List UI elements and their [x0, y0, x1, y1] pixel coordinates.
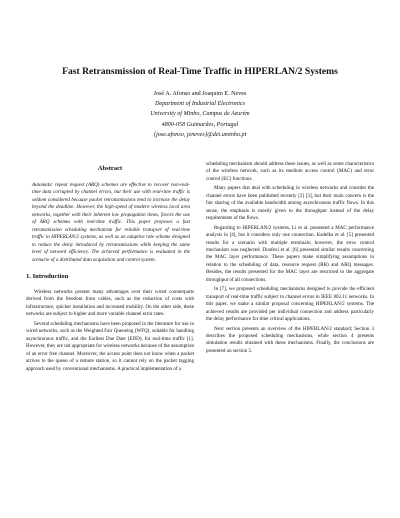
- author-address: 4800-058 Guimarães, Portugal: [161, 121, 239, 128]
- body-paragraph: Next section presents an overview of the HIPERLAN/2 standard; Section 3 describes the proposed scheduling mechanisms, while section 4 presents simulation results obtained with these mechanisms. Finally, the conclusions are presented on section 5.: [206, 325, 374, 354]
- body-paragraph: Regarding to HIPERLAN/2 systems, Li et al. presented a MAC performance analysis in [4], but it considers only one connection. Kadelka et al. [5] presented results for a scenario with multiple terminals; however, the error control mechanism was neglected. Doufexi et al. [6] presented similar results concerning the MAC layer performance. These papers make simplifying assumptions in relation to the scheduling of data, resource request (RR) and ARQ messages. Besides, the results presented for the MAC layer are restricted to the aggregate throughput of all connections.: [206, 224, 374, 283]
- paper-title: Fast Retransmission of Real-Time Traffic in HIPERLAN/2 Systems: [62, 66, 338, 77]
- right-column: [206, 161, 374, 355]
- body-paragraph: Many papers that deal with scheduling in wireless networks and consider the channel errors have been published recently [2] [3], but their main concern is the fair sharing of the available bandwidth among asynchronous traffic flows. In this sense, the emphasis is mostly given to the throughput instead of the delay requirements of the flows.: [206, 185, 374, 222]
- author-names: José A. Afonso and Joaquim E. Neves: [153, 91, 247, 97]
- abstract-text: Automatic repeat request (ARQ) schemes are effective to recover non-real-time data corrupted by channel errors, but their use with real-time traffic is seldom considered because packet retransmissions tend to increase the delay beyond the deadline. However, the high-speed of modern wireless local area networks, together with their inherent low propagation times, favors the use of ARQ schemes with real-time traffic. This paper proposes a fast retransmission scheduling mechanism for reliable transport of real-time traffic in HIPERLAN/2 systems, as well as an adaptive rate scheme designed to reduce the delay introduced by retransmissions while keeping the same level of network efficiency. The achieved performance is evaluated in the scenario of a distributed data acquisition and control system.: [32, 182, 190, 263]
- intro-paragraph: Several scheduling mechanisms have been proposed in the literature for use in wired networks, such as the Weighted Fair Queueing (WFQ), suitable for handling asynchronous traffic, and the Earliest Due Date (EDD), for real-time traffic [1]. However, they are not appropriate for wireless networks because of the assumption of an error free channel. Moreover, the access point does not know when a packet arrives to the queue of a remote station, so it cannot rely on the packet tagging approach used by conventional mechanisms. A practical implementation of a: [26, 320, 194, 372]
- author-block: [20, 89, 380, 140]
- introduction-heading: 1. Introduction: [26, 272, 69, 280]
- intro-paragraph: Wireless networks present many advantages over their wired counterparts derived from the freedom from cables, such as the reduction of costs with infrastructure, quicker installation and increased mobility. On the other side, these networks are subject to higher and more variable channel error rates.: [26, 288, 194, 318]
- left-column: [26, 160, 194, 373]
- abstract-heading: Abstract: [97, 165, 123, 172]
- author-department: Department of Industrial Electronics: [155, 101, 245, 108]
- body-paragraph: In [7], we proposed scheduling mechanisms designed to provide the efficient transport of real-time traffic subject to channel errors in IEEE 802.11 networks. In this paper, we make a similar proposal concerning HIPERLAN/2 systems. The achieved results are provided per individual connection and address particularly the delay performance for time critical applications.: [206, 286, 374, 323]
- author-email: {jose.afonso, jeneves}@dei.uminho.pt: [153, 131, 247, 138]
- author-university: University of Minho, Campus de Azurém: [150, 111, 250, 118]
- body-paragraph: scheduling mechanism should address these issues, as well as some characteristics of the wireless network, such as its medium access control (MAC) and error control (EC) functions.: [206, 161, 374, 182]
